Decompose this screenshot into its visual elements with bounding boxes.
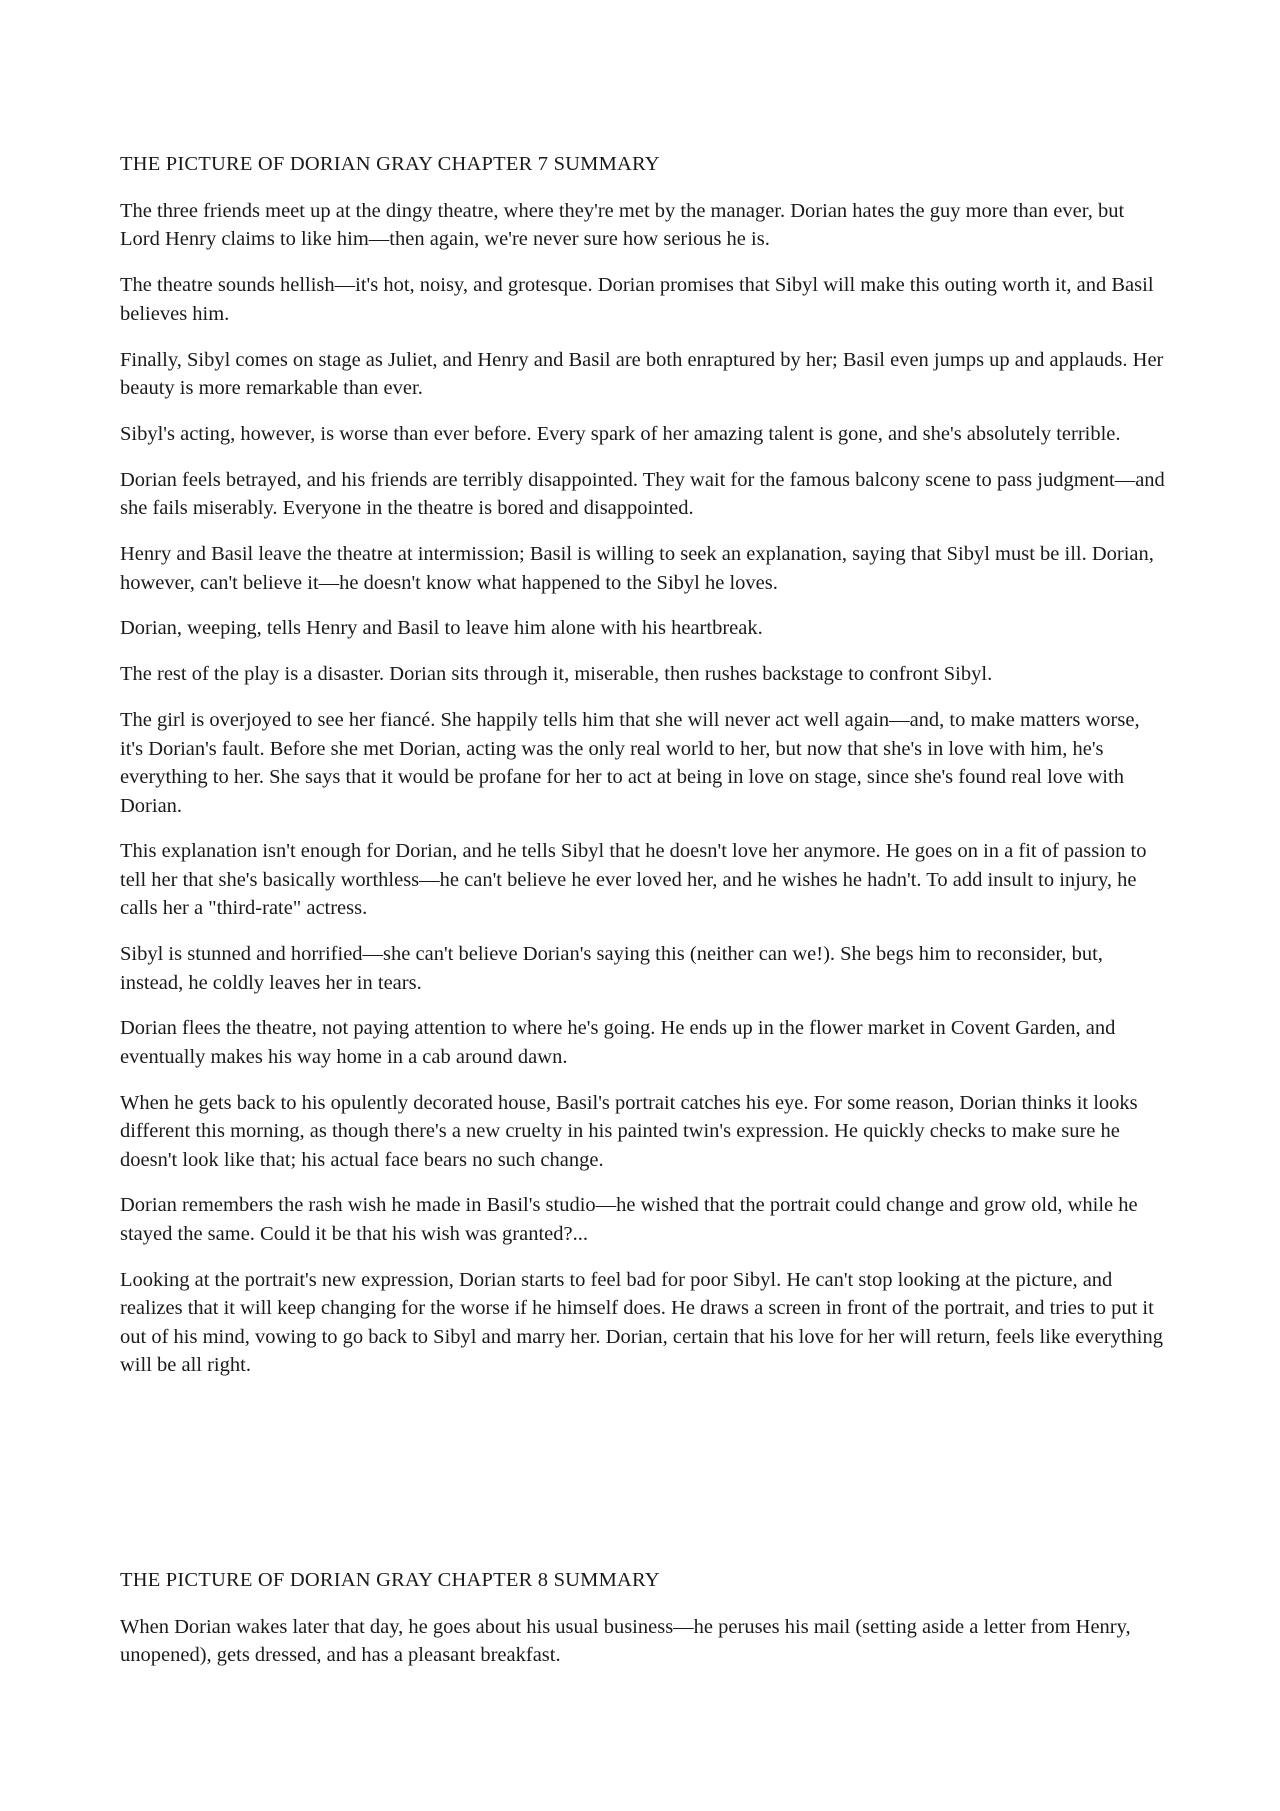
chapter-8-paragraph: When Dorian wakes later that day, he goes about his usual business—he peruses his mail (setting aside a letter from Henry, unopened), gets dressed, and has a pleasant breakfast.	[120, 1616, 1131, 1667]
chapter-7-paragraph: Henry and Basil leave the theatre at intermission; Basil is willing to seek an explanation, saying that Sibyl must be ill. Dorian, however, can't believe it—he doesn't know what happened to the Sibyl he loves.	[120, 543, 1154, 594]
chapter-7-paragraph: Sibyl's acting, however, is worse than ever before. Every spark of her amazing talent is gone, and she's absolutely terrible.	[120, 422, 1121, 445]
chapter-7-paragraph: Dorian feels betrayed, and his friends are terribly disappointed. They wait for the famous balcony scene to pass judgment—and she fails miserably. Everyone in the theatre is bored and disappointed.	[120, 468, 1165, 520]
chapter-7-paragraph: The theatre sounds hellish—it's hot, noisy, and grotesque. Dorian promises that Sibyl will make this outing worth it, and Basil believes him.	[120, 274, 1154, 325]
chapter-7-paragraph: This explanation isn't enough for Dorian, and he tells Sibyl that he doesn't love her anymore. He goes on in a fit of passion to tell her that she's basically worthless—he can't believe he ever loved her, and he wishes he hadn't. To add insult to injury, he calls her a "third-rate" actress.	[120, 840, 1147, 920]
chapter-7-paragraph: Dorian remembers the rash wish he made in Basil's studio—he wished that the portrait could change and grow old, while he stayed the same. Could it be that his wish was granted?...	[120, 1194, 1138, 1245]
chapter-7-section	[120, 150, 1165, 1397]
chapter-8-heading: THE PICTURE OF DORIAN GRAY CHAPTER 8 SUMMARY	[120, 1569, 660, 1591]
chapter-7-paragraph: Looking at the portrait's new expression, Dorian starts to feel bad for poor Sibyl. He can't stop looking at the picture, and realizes that it will keep changing for the worse if he himself does. He draws a screen in front of the portrait, and tries to put it out of his mind, vowing to go back to Sibyl and marry her. Dorian, certain that his love for her will return, feels like everything will be all right.	[120, 1268, 1163, 1376]
chapter-7-paragraph: The three friends meet up at the dingy theatre, where they're met by the manager. Dorian hates the guy more than ever, but Lord Henry claims to like him—then again, we're never sure how serious he is.	[120, 200, 1125, 251]
chapter-7-heading: THE PICTURE OF DORIAN GRAY CHAPTER 7 SUMMARY	[120, 153, 660, 175]
chapter-7-paragraph: Dorian, weeping, tells Henry and Basil to leave him alone with his heartbreak.	[120, 617, 763, 640]
chapter-8-section	[120, 1566, 1165, 1687]
chapter-7-paragraph: The girl is overjoyed to see her fiancé. She happily tells him that she will never act well again—and, to make matters worse, it's Dorian's fault. Before she met Dorian, acting was the only real world to her, but now that she's in love with him, he's everything to her. She says that it would be profane for her to act at being in love on stage, since she's found real love with Dorian.	[120, 709, 1140, 817]
chapter-7-paragraph: Finally, Sibyl comes on stage as Juliet, and Henry and Basil are both enraptured by her; Basil even jumps up and applauds. Her beauty is more remarkable than ever.	[120, 348, 1164, 400]
chapter-7-paragraph: Dorian flees the theatre, not paying attention to where he's going. He ends up in the flower market in Covent Garden, and eventually makes his way home in a cab around dawn.	[120, 1017, 1116, 1068]
chapter-7-paragraph: Sibyl is stunned and horrified—she can't believe Dorian's saying this (neither can we!). She begs him to reconsider, but, instead, he coldly leaves her in tears.	[120, 943, 1103, 994]
chapter-7-paragraph: When he gets back to his opulently decorated house, Basil's portrait catches his eye. For some reason, Dorian thinks it looks different this morning, as though there's a new cruelty in his painted twin's expression. He quickly checks to make sure he doesn't look like that; his actual face bears no such change.	[120, 1091, 1138, 1171]
chapter-7-paragraph: The rest of the play is a disaster. Dorian sits through it, miserable, then rushes backstage to confront Sibyl.	[120, 663, 993, 686]
